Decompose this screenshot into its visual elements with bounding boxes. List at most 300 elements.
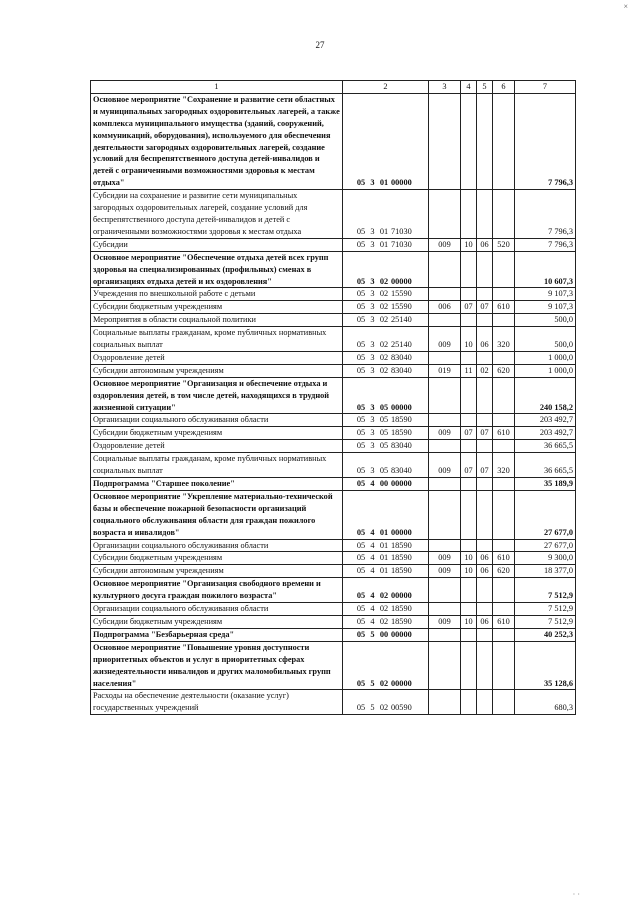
row-section [461,478,477,491]
row-code [343,578,429,603]
code-part: 00000 [391,591,412,601]
row-code [343,628,429,641]
code-part: 05 [379,466,389,476]
row-name: Социальные выплаты гражданам, кроме публичных нормативных социальных выплат [91,453,343,478]
code-part: 05 [356,616,366,626]
row-amount: 35 128,6 [515,641,576,690]
code-part: 01 [379,226,389,236]
code-part: 00 [379,479,389,488]
row-ministry [429,93,461,189]
row-section [461,314,477,327]
header-row [91,81,576,94]
code-part: 4 [370,616,375,626]
row-amount: 18 377,0 [515,565,576,578]
code-part: 5 [370,629,375,639]
code-part: 25140 [391,340,412,350]
row-code [343,351,429,364]
row-code [343,251,429,288]
code-part: 83040 [391,441,412,451]
row-section: 10 [461,238,477,251]
row-section: 10 [461,615,477,628]
row-amount: 7 512,9 [515,615,576,628]
code-part: 01 [379,540,389,550]
row-section [461,351,477,364]
row-code [343,539,429,552]
row-ministry [429,288,461,301]
page-number: 27 [315,40,325,50]
code-part: 18590 [391,540,412,550]
row-amount: 9 107,3 [515,301,576,314]
table-row [91,251,576,288]
row-subsection [477,628,493,641]
code-part: 3 [370,402,375,412]
code-part: 05 [379,428,389,438]
row-code [343,603,429,616]
table-row [91,93,576,189]
row-name: Основное мероприятие "Организация и обеспечение отдыха и оздоровления детей, в том числе детей, находящихся в трудной жизненной ситуации" [91,377,343,414]
row-ministry: 009 [429,615,461,628]
row-amount: 40 252,3 [515,628,576,641]
header-cell-6: 6 [493,81,515,94]
row-ministry [429,440,461,453]
row-code [343,615,429,628]
row-subsection: 07 [477,427,493,440]
row-ministry [429,628,461,641]
row-name: Основное мероприятие "Повышение уровня доступности приоритетных объектов и услуг в приоритетных сферах жизнедеятельности инвалидов и других маломобильных групп населения" [91,641,343,690]
code-part: 3 [370,315,375,325]
row-amount: 35 189,9 [515,478,576,491]
row-code [343,565,429,578]
row-expense-type: 620 [493,565,515,578]
code-part: 3 [370,302,375,312]
code-part: 01 [379,527,389,537]
row-ministry: 009 [429,453,461,478]
code-part: 05 [356,352,366,362]
row-section [461,377,477,414]
code-part: 05 [356,365,366,375]
code-part: 05 [356,302,366,312]
code-part: 00000 [391,527,412,537]
code-part: 3 [370,441,375,451]
code-part: 3 [370,365,375,375]
row-amount: 7 512,9 [515,603,576,616]
corner-mark: × [623,2,628,11]
row-expense-type [493,490,515,539]
code-part: 83040 [391,365,412,375]
table-row [91,301,576,314]
row-ministry [429,641,461,690]
code-part: 18590 [391,604,412,614]
row-expense-type [493,288,515,301]
row-subsection [477,314,493,327]
row-subsection [477,351,493,364]
row-section: 07 [461,301,477,314]
row-section [461,690,477,715]
row-name: Субсидии бюджетным учреждениям [91,615,343,628]
table-row [91,377,576,414]
code-part: 02 [379,604,389,614]
row-code [343,440,429,453]
row-subsection [477,578,493,603]
row-amount: 240 158,2 [515,377,576,414]
row-expense-type: 610 [493,615,515,628]
row-subsection: 07 [477,453,493,478]
row-name: Субсидии бюджетным учреждениям [91,552,343,565]
row-code [343,190,429,239]
row-subsection: 06 [477,238,493,251]
row-section [461,539,477,552]
row-ministry [429,539,461,552]
row-amount: 36 665,5 [515,453,576,478]
row-amount: 7 796,3 [515,190,576,239]
row-subsection [477,288,493,301]
row-amount: 9 107,3 [515,288,576,301]
row-subsection [477,414,493,427]
code-part: 00000 [391,178,412,188]
code-part: 05 [356,527,366,537]
row-section [461,628,477,641]
code-part: 05 [356,466,366,476]
code-part: 05 [356,678,366,688]
table-row [91,641,576,690]
code-part: 05 [379,415,389,425]
code-part: 05 [356,479,366,488]
row-expense-type [493,478,515,491]
code-part: 18590 [391,616,412,626]
code-part: 83040 [391,352,412,362]
row-amount: 27 677,0 [515,539,576,552]
table-row [91,552,576,565]
row-section: 07 [461,427,477,440]
code-part: 3 [370,178,375,188]
row-name: Субсидии [91,238,343,251]
row-section [461,190,477,239]
row-ministry: 009 [429,552,461,565]
row-expense-type [493,603,515,616]
code-part: 4 [370,479,375,488]
code-part: 02 [379,703,389,713]
code-part: 4 [370,591,375,601]
row-name: Субсидии бюджетным учреждениям [91,301,343,314]
row-section [461,578,477,603]
code-part: 00000 [391,276,412,286]
code-part: 01 [379,566,389,576]
row-ministry [429,251,461,288]
row-amount: 7 796,3 [515,93,576,189]
table-row [91,238,576,251]
row-name: Субсидии на сохранение и развитие сети муниципальных загородных оздоровительных лагерей, создание условий для беспрепятственного доступа детей-инвалидов и детей с ограниченными возможностями здоровья к местам отдыха [91,190,343,239]
code-part: 05 [356,276,366,286]
row-ministry: 006 [429,301,461,314]
row-amount: 9 300,0 [515,552,576,565]
row-ministry [429,314,461,327]
row-amount: 27 677,0 [515,490,576,539]
row-expense-type [493,414,515,427]
row-section [461,251,477,288]
row-code [343,478,429,491]
header-cell-4: 4 [461,81,477,94]
row-name: Оздоровление детей [91,440,343,453]
table-row [91,565,576,578]
code-part: 00 [379,629,389,639]
code-part: 05 [356,428,366,438]
table-row [91,539,576,552]
row-section: 11 [461,364,477,377]
row-subsection [477,603,493,616]
code-part: 02 [379,678,389,688]
row-subsection [477,251,493,288]
row-name: Социальные выплаты гражданам, кроме публичных нормативных социальных выплат [91,327,343,352]
row-expense-type [493,578,515,603]
code-part: 05 [356,604,366,614]
row-amount: 1 000,0 [515,364,576,377]
code-part: 3 [370,276,375,286]
row-ministry: 009 [429,427,461,440]
code-part: 05 [356,540,366,550]
header-cell-7: 7 [515,81,576,94]
code-part: 18590 [391,553,412,563]
row-code [343,427,429,440]
row-subsection: 06 [477,565,493,578]
header-cell-2: 2 [343,81,429,94]
code-part: 4 [370,553,375,563]
row-subsection [477,190,493,239]
table-row [91,427,576,440]
row-subsection: 06 [477,327,493,352]
code-part: 3 [370,226,375,236]
row-expense-type [493,539,515,552]
budget-table [90,80,576,715]
row-subsection [477,478,493,491]
code-part: 18590 [391,415,412,425]
row-subsection [477,641,493,690]
row-subsection [477,377,493,414]
row-section [461,641,477,690]
row-name: Мероприятия в области социальной политики [91,314,343,327]
code-part: 02 [379,591,389,601]
code-part: 05 [356,178,366,188]
row-name: Организации социального обслуживания области [91,539,343,552]
row-expense-type: 320 [493,453,515,478]
code-part: 4 [370,604,375,614]
code-part: 3 [370,428,375,438]
table-row [91,327,576,352]
row-subsection: 07 [477,301,493,314]
code-part: 4 [370,527,375,537]
row-ministry [429,377,461,414]
code-part: 01 [379,178,389,188]
code-part: 05 [379,402,389,412]
row-expense-type: 610 [493,427,515,440]
code-part: 05 [356,289,366,299]
row-code [343,490,429,539]
row-expense-type: 610 [493,552,515,565]
code-part: 00000 [391,629,412,639]
table-row [91,690,576,715]
row-expense-type [493,351,515,364]
code-part: 00000 [391,479,412,488]
code-part: 02 [379,340,389,350]
row-section [461,414,477,427]
row-ministry [429,690,461,715]
row-code [343,238,429,251]
row-section: 10 [461,327,477,352]
row-subsection [477,490,493,539]
code-part: 00000 [391,678,412,688]
code-part: 05 [356,402,366,412]
code-part: 15590 [391,302,412,312]
row-expense-type [493,641,515,690]
row-amount: 203 492,7 [515,427,576,440]
code-part: 01 [379,553,389,563]
row-code [343,414,429,427]
table-row [91,490,576,539]
header-cell-5: 5 [477,81,493,94]
row-section [461,288,477,301]
row-name: Учреждения по внешкольной работе с детьми [91,288,343,301]
code-part: 4 [370,566,375,576]
code-part: 4 [370,540,375,550]
code-part: 00000 [391,402,412,412]
code-part: 5 [370,678,375,688]
row-amount: 203 492,7 [515,414,576,427]
row-code [343,314,429,327]
row-section [461,93,477,189]
code-part: 18590 [391,566,412,576]
row-code [343,453,429,478]
row-ministry: 009 [429,238,461,251]
row-name: Субсидии бюджетным учреждениям [91,427,343,440]
row-code [343,641,429,690]
code-part: 3 [370,289,375,299]
row-name: Основное мероприятие "Организация свободного времени и культурного досуга граждан пожилого возраста" [91,578,343,603]
row-amount: 1 000,0 [515,351,576,364]
row-code [343,552,429,565]
code-part: 02 [379,302,389,312]
row-ministry: 009 [429,327,461,352]
row-ministry [429,490,461,539]
row-name: Подпрограмма "Безбарьерная среда" [91,628,343,641]
code-part: 05 [379,441,389,451]
row-section: 10 [461,552,477,565]
row-expense-type [493,251,515,288]
row-ministry [429,478,461,491]
code-part: 02 [379,315,389,325]
row-subsection: 06 [477,615,493,628]
row-expense-type [493,314,515,327]
table-row [91,615,576,628]
code-part: 5 [370,703,375,713]
row-section: 10 [461,565,477,578]
row-code [343,288,429,301]
code-part: 3 [370,239,375,249]
row-section [461,490,477,539]
row-expense-type [493,440,515,453]
table-row [91,351,576,364]
row-ministry: 009 [429,565,461,578]
row-name: Субсидии автономным учреждениям [91,364,343,377]
table-row [91,603,576,616]
row-expense-type: 320 [493,327,515,352]
code-part: 05 [356,566,366,576]
code-part: 01 [379,239,389,249]
row-name: Подпрограмма "Старшее поколение" [91,478,343,491]
row-expense-type [493,190,515,239]
header-cell-3: 3 [429,81,461,94]
row-subsection [477,539,493,552]
code-part: 3 [370,466,375,476]
row-code [343,364,429,377]
row-amount: 7 796,3 [515,238,576,251]
row-subsection: 02 [477,364,493,377]
code-part: 05 [356,239,366,249]
bottom-mark: · · [572,890,580,899]
row-expense-type [493,377,515,414]
code-part: 05 [356,629,366,639]
row-expense-type [493,93,515,189]
table-row [91,578,576,603]
row-subsection [477,440,493,453]
row-subsection: 06 [477,552,493,565]
code-part: 02 [379,289,389,299]
row-expense-type [493,690,515,715]
table-row [91,414,576,427]
row-section: 07 [461,453,477,478]
row-code [343,93,429,189]
code-part: 18590 [391,428,412,438]
row-ministry [429,603,461,616]
code-part: 3 [370,340,375,350]
row-name: Оздоровление детей [91,351,343,364]
code-part: 3 [370,352,375,362]
code-part: 05 [356,591,366,601]
row-subsection [477,690,493,715]
code-part: 05 [356,553,366,563]
row-name: Основное мероприятие "Сохранение и развитие сети областных и муниципальных загородных оздоровительных лагерей, а также комплекса муниципального имущества (зданий, сооружений, коммуникаций, оборудования), используемого для обеспечения деятельности загородных оздоровительных лагерей, создание условий для беспрепятственного доступа детей-инвалидов и детей с ограниченными возможностями здоровья к местам отдыха" [91,93,343,189]
row-ministry [429,414,461,427]
table-row [91,364,576,377]
row-expense-type: 620 [493,364,515,377]
row-expense-type [493,628,515,641]
table-row [91,478,576,491]
table-row [91,440,576,453]
code-part: 83040 [391,466,412,476]
code-part: 02 [379,365,389,375]
code-part: 05 [356,340,366,350]
code-part: 15590 [391,289,412,299]
code-part: 71030 [391,239,412,249]
row-amount: 10 607,3 [515,251,576,288]
row-amount: 500,0 [515,327,576,352]
row-code [343,690,429,715]
code-part: 00590 [391,703,412,713]
row-amount: 36 665,5 [515,440,576,453]
code-part: 05 [356,441,366,451]
row-section [461,603,477,616]
code-part: 71030 [391,226,412,236]
code-part: 02 [379,352,389,362]
table-row [91,288,576,301]
row-amount: 7 512,9 [515,578,576,603]
row-code [343,301,429,314]
row-name: Организации социального обслуживания области [91,603,343,616]
row-code [343,327,429,352]
code-part: 02 [379,616,389,626]
row-name: Расходы на обеспечение деятельности (оказание услуг) государственных учреждений [91,690,343,715]
code-part: 05 [356,315,366,325]
row-expense-type: 610 [493,301,515,314]
row-name: Основное мероприятие "Укрепление материально-технической базы и обеспечение пожарной безопасности организаций социального обслуживания области для граждан пожилого возраста и инвалидов" [91,490,343,539]
